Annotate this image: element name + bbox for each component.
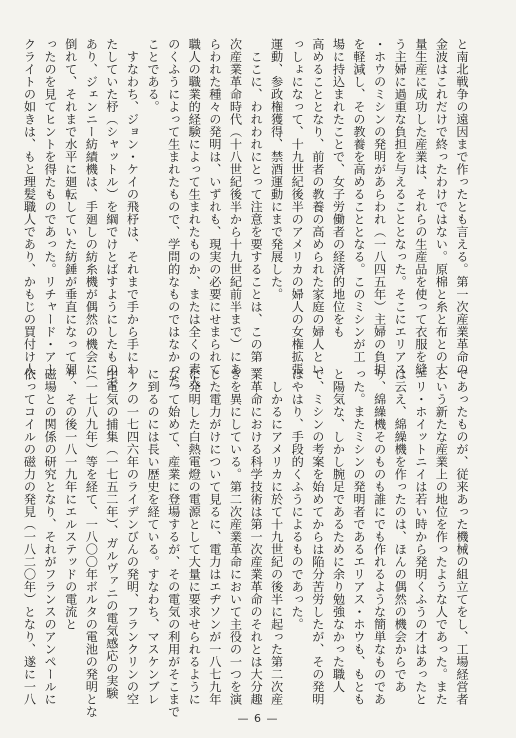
text-column: と南北戦争の遠因まで作ったとも言える。第一次産業革命の [455,38,469,376]
text-column: と陽気な、しかし腕足であるために余り勉強なかった職人 [331,368,346,693]
text-column: らわれた種々の発明は、いずれも、現実の必要にせまられて [207,38,222,376]
text-column: 場に持込まれたことで、女子労働者の経済的地位をも [331,38,346,338]
text-column: なって始めて、産業に登場するが、その電気の利用がそこまで [166,368,181,718]
upper-text-block [22,38,472,388]
text-column: ったのを見てヒントを得たものであった。リチャード・アー [43,38,58,376]
text-column: あり、ジェンニー紡績機は、手廻しの紡糸機が偶然の機会に [84,38,99,376]
text-column: ことである。 [146,38,161,113]
text-column: クライトの如きは、もと理髪職人であり、かもじの買付け人 [22,38,37,376]
text-column: り、その後一八一九年にエルステッドの電流と [63,368,78,631]
text-column: 運動、参政権獲得、禁酒運動にまで発展した。 [269,38,284,301]
text-column: 業革命における科学技術は第一次産業革命のそれとは大分趣 [249,368,264,706]
text-column: 金波はこれだけで終ったわけではない。原棉と糸と布との大 [434,38,449,376]
page-number: — 6 — [237,712,279,725]
text-column: 次産業革命時代（十八世紀後半から十九世紀前半まで）にあ [228,38,243,376]
text-column: ここに、われわれにとって注意を要することは、この第一 [249,38,264,376]
text-column: ・ホウのミシンの発明があらわれ（一八四五年）主婦の負担 [372,38,387,376]
text-column: たしていた杼（シャットル）を綱でけとばすようにしたもので [104,38,119,388]
text-column: であったものが、従来あった機械の組立てをし、工場経営者 [455,368,469,706]
text-column: ークの一七四六年のライデンびんの発明、フランクリンの空 [125,368,140,706]
text-column: しかるにアメリカに於て十九世紀の後半に起った第二次産 [269,368,284,706]
text-column: に到るのには長い歴史を経ている。すなわち、マスケンブレ [146,368,161,706]
text-column: という新たな産業上の地位を作ったような人であった。また [434,368,449,706]
text-column: はやはり、手段的くふうによるものであった。 [290,368,305,631]
text-column: すなわち、ジョン・ケイの飛杼は、それまで手から手にわ [125,38,140,376]
text-column: 磁場との関係の研究となり、それがフランスのアンペールに [43,368,58,706]
text-column: を軽減し、その教養を高めることとなる。このミシンが工 [352,38,367,363]
text-column: 倒れて、それまで水平に廻転していた紡錘が垂直になって廻 [63,38,78,376]
text-column: に発明した白熱電燈の電源として大量に要求せられるように [187,368,202,706]
text-column: 職人の職業的経験によって生まれたものか、または全くの素人 [187,38,202,388]
text-column: じた電力がけについて見るに、電力はエヂソンが一八七九年 [207,368,222,706]
text-column: は云え、綿繰機を作ったのは、ほんの偶然の機会からであ [393,368,408,693]
text-column: きを異にしている。第二次産業革命において主役の一つを演 [228,368,243,706]
text-column: り、綿繰機そのものも誰にでも作れるような簡単なものであ [372,368,387,706]
text-column: 量生産に成功した産業は、それらの生産品を使って衣服を縫 [413,38,428,376]
text-column: う主婦に過重な負担を与えることとなった。そこにエリアス [393,38,408,376]
text-column: 依ってコイルの磁力の発見（一八二〇年）となり、遂に一八 [22,368,37,706]
text-column: で、ミシンの考案を始めてからは陥分苦労したが、その発明 [310,368,325,706]
text-column: った。またミシンの発明者であるエリアス・ホウも、もとも [352,368,367,706]
text-column: のくふうによって生まれたもので、学問的なものではなかった [166,38,181,388]
text-column: （一七八九年）等を経て、一八〇〇年ボルタの電池の発明とな [84,368,99,718]
text-column: 高めることとなり、前者の教養の高められた家庭の婦人とい [310,38,325,376]
lower-text-block [22,368,472,718]
text-column: 中電気の捕集（一七五二年）、ガルヴァニの電気感応の実験 [104,368,119,700]
text-column: エリ・ホイットニイは若い時から発明くふうの才はあったと [413,368,428,706]
text-column: っしょになって、十九世紀後半のアメリカの婦人の女権拡張 [290,38,305,376]
